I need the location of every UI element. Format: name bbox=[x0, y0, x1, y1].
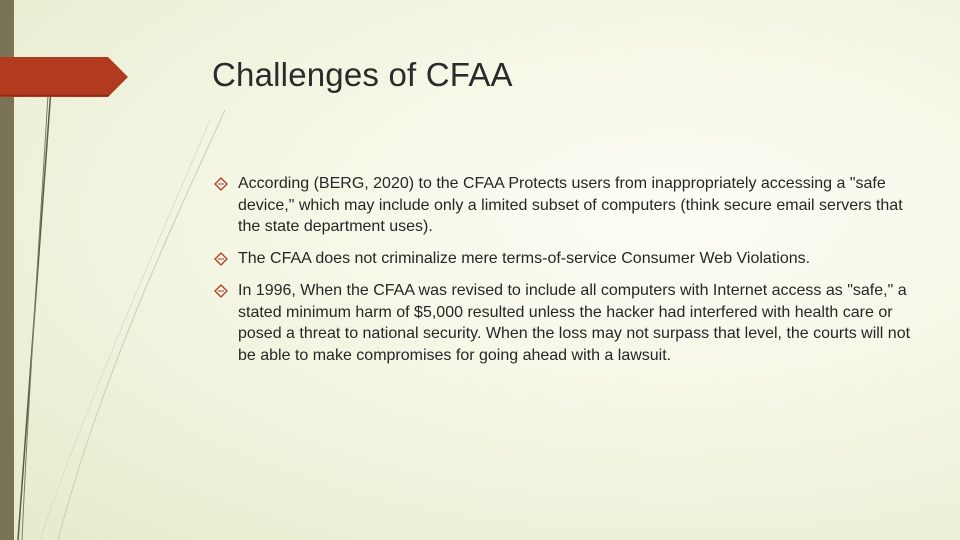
diamond-outline-icon bbox=[214, 284, 228, 298]
diamond-outline-icon bbox=[214, 252, 228, 266]
bullet-item bbox=[214, 280, 914, 366]
bullet-text: In 1996, When the CFAA was revised to include all computers with Internet access as "safe," a stated minimum harm of $5,000 resulted unless the hacker had interfered with health care or posed a threat to national security. When the loss may not surpass that level, the courts will not be able to make compromises for going ahead with a lawsuit. bbox=[238, 282, 911, 364]
diamond-outline-icon bbox=[214, 177, 228, 191]
bullet-item bbox=[214, 248, 914, 270]
bullet-item bbox=[214, 173, 914, 238]
bullet-text: According (BERG, 2020) to the CFAA Protects users from inappropriately accessing a "safe device," which may include only a limited subset of computers (think secure email servers that the state department uses). bbox=[238, 175, 903, 235]
bullet-text: The CFAA does not criminalize mere terms-of-service Consumer Web Violations. bbox=[238, 250, 811, 267]
title-accent-tab bbox=[0, 57, 128, 97]
bullet-list bbox=[214, 173, 914, 377]
slide-title: Challenges of CFAA bbox=[212, 56, 513, 93]
